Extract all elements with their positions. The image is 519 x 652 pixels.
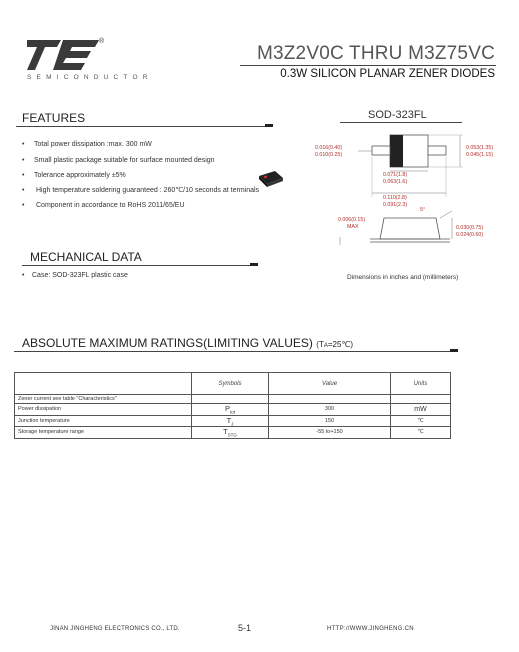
package-rule [340,122,462,123]
col-symbols: Symbols [192,373,269,395]
table-row [15,404,451,416]
mechanical-case: • Case: SOD-323FL plastic case [22,272,128,279]
dim-overall-length-min: 0.091(2.3) [383,202,408,208]
table-row [15,395,451,404]
list-item: • Tolerance approximately ±5% [22,172,126,179]
col-param [15,373,192,395]
cell-param: Zener current see table "Characteristics" [15,395,192,404]
part-title: M3Z2V0C THRU M3Z75VC [256,43,495,64]
table-row [15,415,451,427]
cell-param: Junction temperature [15,415,192,427]
dim-lead-width-max: 0.016(0.40) [315,145,343,151]
dim-lead-thickness-max: MAX [347,224,359,230]
cell-value: 300 [269,404,391,416]
col-units: Units [391,373,451,395]
mechanical-heading: MECHANICAL DATA [30,250,142,264]
dim-body-width-max: 0.053(1.35) [466,145,494,151]
mechanical-rule [22,265,258,266]
footer-url[interactable]: HTTP://WWW.JINGHENG.CN [327,626,414,632]
mechanical-rule-tab [250,263,258,266]
cell-unit: ℃ [391,427,451,439]
dim-body-width-min: 0.045(1.15) [466,152,494,158]
ratings-rule-tab [450,349,458,352]
cell-symbol: $P_{tot}$ [192,404,269,416]
company-logo [27,40,99,70]
footer-company: JINAN JINGHENG ELECTRONICS CO., LTD. [50,626,180,632]
cell-symbol [192,395,269,404]
cell-value: 150 [269,415,391,427]
features-heading: FEATURES [22,111,86,125]
cell-unit: ℃ [391,415,451,427]
footer-page-number: 5-1 [238,623,252,633]
dim-height-max: 0.030(0.75) [456,225,484,231]
header-divider [240,65,496,66]
package-photo [255,168,285,190]
document-subtitle: 0.3W SILICON PLANAR ZENER DIODES [280,68,495,80]
brand-subtitle: SEMICONDUCTOR [27,74,153,81]
dim-angle: 5° [420,207,426,213]
col-value: Value [269,373,391,395]
cell-symbol: $T_{STG}$ [192,427,269,439]
features-rule [16,126,273,127]
package-name: SOD-323FL [368,109,427,121]
registered-mark: ® [99,38,105,45]
dimensions-note: Dimensions in inches and (millimeters) [347,274,459,281]
table-header-row [15,373,451,395]
dim-body-length-min: 0.063(1.6) [383,179,408,185]
dim-lead-thickness: 0.006(0.15) [338,217,366,223]
dim-overall-length-max: 0.110(2.8) [383,195,407,201]
ratings-heading: ABSOLUTE MAXIMUM RATINGS(LIMITING VALUES) (TA=25℃) [22,336,354,350]
list-item: • Component in accordance to RoHS 2011/65/EU [22,202,185,209]
cell-unit: mW [391,404,451,416]
list-item: • High temperature soldering guaranteed : 260℃/10 seconds at terminals [22,187,260,194]
table-row [15,427,451,439]
cell-symbol: $T_J$ [192,415,269,427]
cell-value [269,395,391,404]
cell-unit [391,395,451,404]
cell-param: Storage temperature range [15,427,192,439]
dim-height-min: 0.024(0.60) [456,232,484,238]
cell-param: Power dissipation [15,404,192,416]
dim-body-length-max: 0.071(1.8) [383,172,408,178]
cell-value: -55 to+150 [269,427,391,439]
list-item: • Total power dissipation :max. 300 mW [22,141,152,148]
features-rule-tab [265,124,273,127]
ratings-table [14,372,451,439]
ratings-rule [14,351,458,352]
list-item: • Small plastic package suitable for surface mounted design [22,157,215,164]
dim-lead-width-min: 0.010(0.25) [315,152,343,158]
